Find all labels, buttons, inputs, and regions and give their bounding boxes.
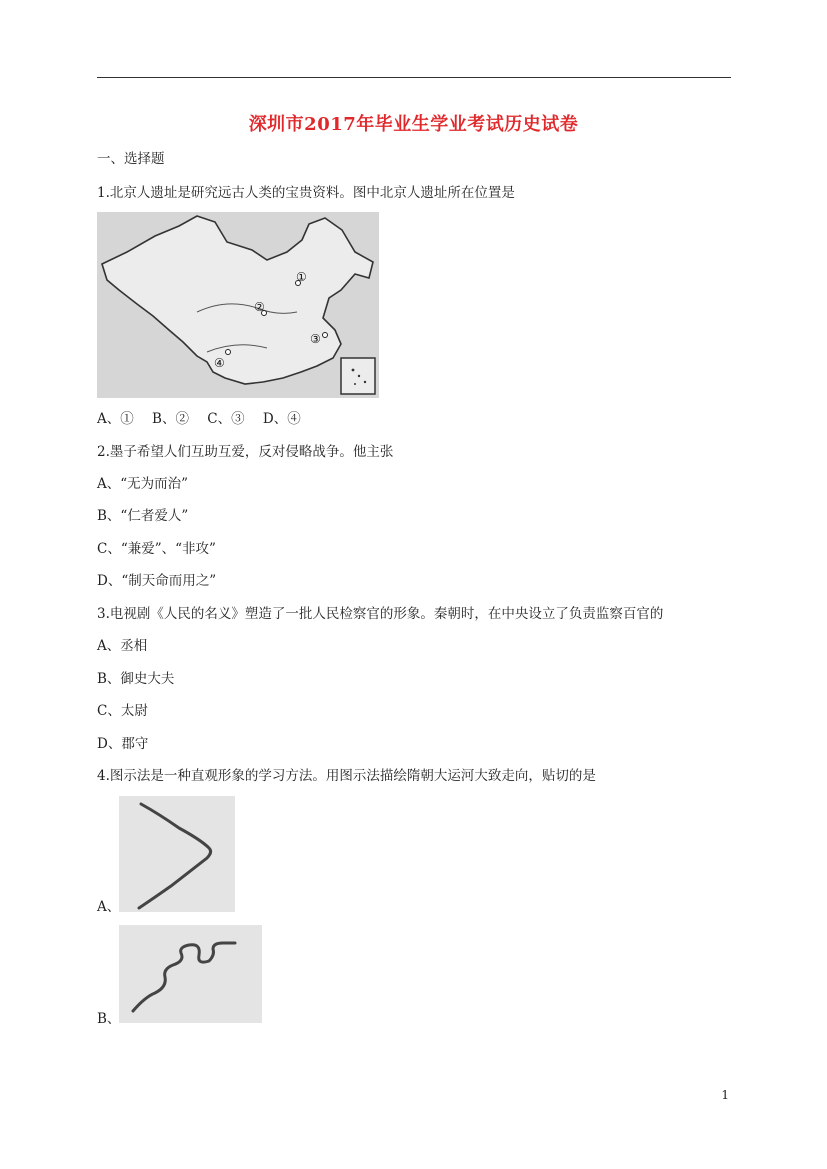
question-3-stem: 3.电视剧《人民的名义》塑造了一批人民检察官的形象。秦朝时，在中央设立了负责监察百官的: [97, 606, 664, 622]
q4-option-a-label: A、: [97, 899, 121, 915]
question-1-stem: 1.北京人遗址是研究远古人类的宝贵资料。图中北京人遗址所在位置是: [97, 185, 515, 201]
q1-option-c: C、③: [207, 411, 245, 427]
q1-option-d: D、④: [262, 411, 301, 427]
question-4-stem: 4.图示法是一种直观形象的学习方法。用图示法描绘隋朝大运河大致走向，贴切的是: [97, 768, 596, 784]
map-marker-2: ②: [254, 300, 265, 314]
map-marker-4: ④: [214, 356, 225, 370]
map-marker-3: ③: [310, 332, 321, 346]
q2-option-b: B、“仁者爱人”: [97, 508, 189, 524]
q3-option-c: C、太尉: [97, 703, 148, 719]
section-heading: 一、选择题: [97, 151, 165, 167]
q2-option-a: A、“无为而治”: [97, 476, 189, 492]
page-title: 深圳市2017年毕业生学业考试历史试卷: [248, 114, 579, 135]
question-2-stem: 2.墨子希望人们互助互爱，反对侵略战争。他主张: [97, 444, 394, 460]
canal-sketch-a-image: [119, 796, 235, 912]
q3-option-a: A、丞相: [97, 638, 148, 654]
q1-option-b: B、②: [152, 411, 189, 427]
q2-option-c: C、“兼爱”、“非攻”: [97, 541, 216, 557]
q1-option-a: A、①: [97, 411, 134, 427]
page-number: 1: [721, 1088, 729, 1102]
q3-option-d: D、郡守: [97, 736, 149, 752]
question-1-options: [97, 410, 315, 428]
map-marker-1: ①: [296, 270, 307, 284]
q2-option-d: D、“制天命而用之”: [97, 573, 217, 589]
q3-option-b: B、御史大夫: [97, 671, 175, 687]
china-map-image: [97, 212, 379, 398]
q4-option-b-label: B、: [97, 1011, 121, 1027]
canal-sketch-b-image: [119, 925, 262, 1023]
header-rule: [97, 77, 731, 78]
